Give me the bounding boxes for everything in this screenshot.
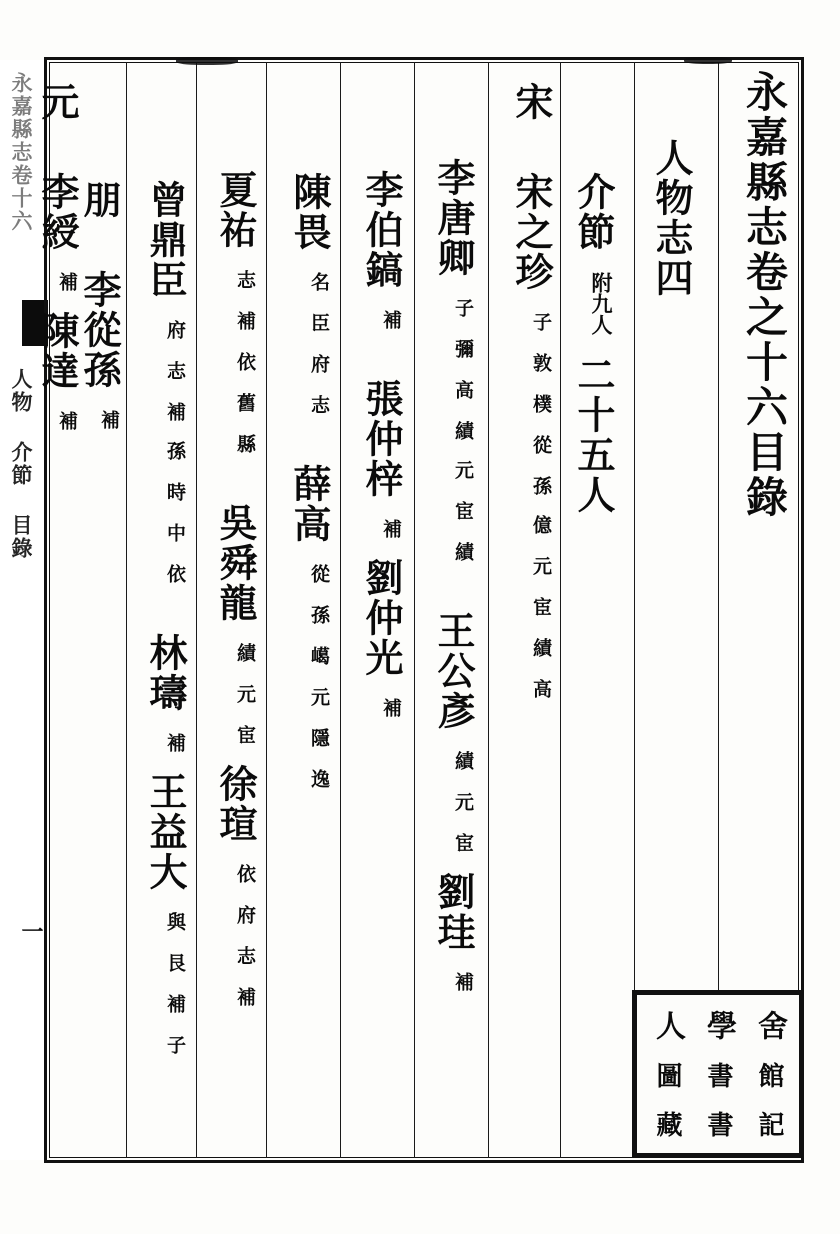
dynasty-label-yuan: 元 [35,82,80,122]
entry-name-3: 李伯鎬 [359,170,404,290]
entry-annotation-3-trailing2: 補 [380,698,402,717]
entry-annotation-1b: 億 元 宦 績 高 [530,515,552,698]
entry-name-8-trailing: 李綬 [35,172,80,252]
entry-name-5-trailing: 吳舜龍 [213,503,258,623]
seal-char: 人 [650,1010,685,1042]
ink-blot [684,57,732,64]
seal-char: 圖 [652,1062,682,1090]
entry-column-8 [35,82,80,1132]
entry-annotation-4-trailing: 從 孫 嶱 元 隱 逸 [308,564,330,788]
entry-name-1: 宋之珍 [509,172,554,292]
entry-name-3-trailing: 張仲梓 [359,379,404,499]
entry-name-5: 夏祐 [213,170,258,250]
category-name: 介節 [571,172,616,252]
entry-name-6-trailing: 林璹 [143,633,188,713]
volume-title-column [740,70,789,1150]
column-rule-9 [126,62,127,1158]
fore-edge-mid-text: 人物 介節 目錄 [9,368,34,560]
entry-name-6-trailing2: 王益大 [143,772,188,892]
seal-grid [643,1001,793,1147]
entry-annotation-6-trailing2: 與 艮 補 子 [164,912,186,1054]
entry-column-5 [213,170,258,1135]
entry-annotation-8-trailing2: 補 [56,411,78,430]
seal-char: 書 [703,1110,733,1138]
page-number: 一 [18,920,44,942]
category-count: 二十五人 [571,355,616,515]
entry-annotation-3-trailing: 補 [380,519,402,538]
entry-annotation-5-trailing: 績 元 宦 [234,643,256,744]
entry-name-6: 曾鼎臣 [143,180,188,300]
entry-annotation-6a: 府 志 補 [164,320,186,421]
seal-char: 學 [701,1010,736,1042]
entry-name-4: 陳畏 [287,172,332,252]
entry-name-3-trailing2: 劉仲光 [359,558,404,678]
library-seal [632,990,804,1158]
entry-annotation-5a: 志 補 依 舊 縣 [234,270,256,453]
entry-annotation-2-trailing2: 補 [452,972,474,991]
column-rule-4 [488,62,489,1158]
dynasty-label: 宋 [509,82,554,122]
entry-name-8-trailing2: 陳達 [35,311,80,391]
seal-char: 舍 [752,1010,787,1042]
entry-column-6 [143,180,188,1140]
ink-blot [176,57,238,65]
entry-annotation-4a: 名 臣 府 志 [308,272,330,414]
entry-annotation-3a: 補 [380,310,402,329]
seal-char: 藏 [652,1110,682,1138]
entry-column-4 [287,172,332,1137]
entry-annotation-6-trailing: 補 [164,733,186,752]
seal-char: 書 [703,1062,733,1090]
entry-column-2 [431,158,476,1138]
category-column-jiejie [571,172,616,1132]
entry-column-3 [359,170,404,1140]
entry-annotation-5-trailing2: 依 府 志 補 [234,864,256,1006]
entry-name-2: 李唐卿 [431,158,476,278]
entry-annotation-6b: 孫 時 中 依 [164,441,186,583]
category-note: 附九人 [589,272,614,335]
fore-edge-top-text: 永嘉縣志卷十六 [9,72,34,233]
volume-title: 永嘉縣志卷之十六目錄 [740,70,789,520]
entry-annotation-7-trailing: 補 [98,410,120,429]
entry-name-2-trailing: 王公彥 [431,611,476,731]
entry-annotation-2b: 元 宦 績 [452,460,474,561]
seal-char: 記 [754,1110,784,1138]
entry-name-7-trailing: 李從孫 [77,270,122,390]
column-rule-8 [196,62,197,1158]
column-rule-5 [414,62,415,1158]
entry-annotation-2-trailing: 績 元 宦 [452,751,474,852]
dynasty-column-song [509,82,554,1132]
entry-name-5-trailing2: 徐瑄 [213,764,258,844]
entry-name-2-trailing2: 劉珪 [431,872,476,952]
section-heading: 人物志四 [649,138,694,298]
entry-annotation-1a: 子 敦 樸 從 孫 [530,312,552,495]
column-rule-7 [266,62,267,1158]
column-rule-3 [560,62,561,1158]
section-heading-column [649,138,694,1138]
seal-char: 館 [754,1062,784,1090]
entry-name-4-trailing: 薛高 [287,464,332,544]
entry-name-7: 朋 [77,180,122,220]
entry-annotation-8-trailing: 補 [56,272,78,291]
column-rule-6 [340,62,341,1158]
entry-column-7 [77,180,122,1135]
entry-annotation-2a: 子 彌 高 績 [452,298,474,440]
